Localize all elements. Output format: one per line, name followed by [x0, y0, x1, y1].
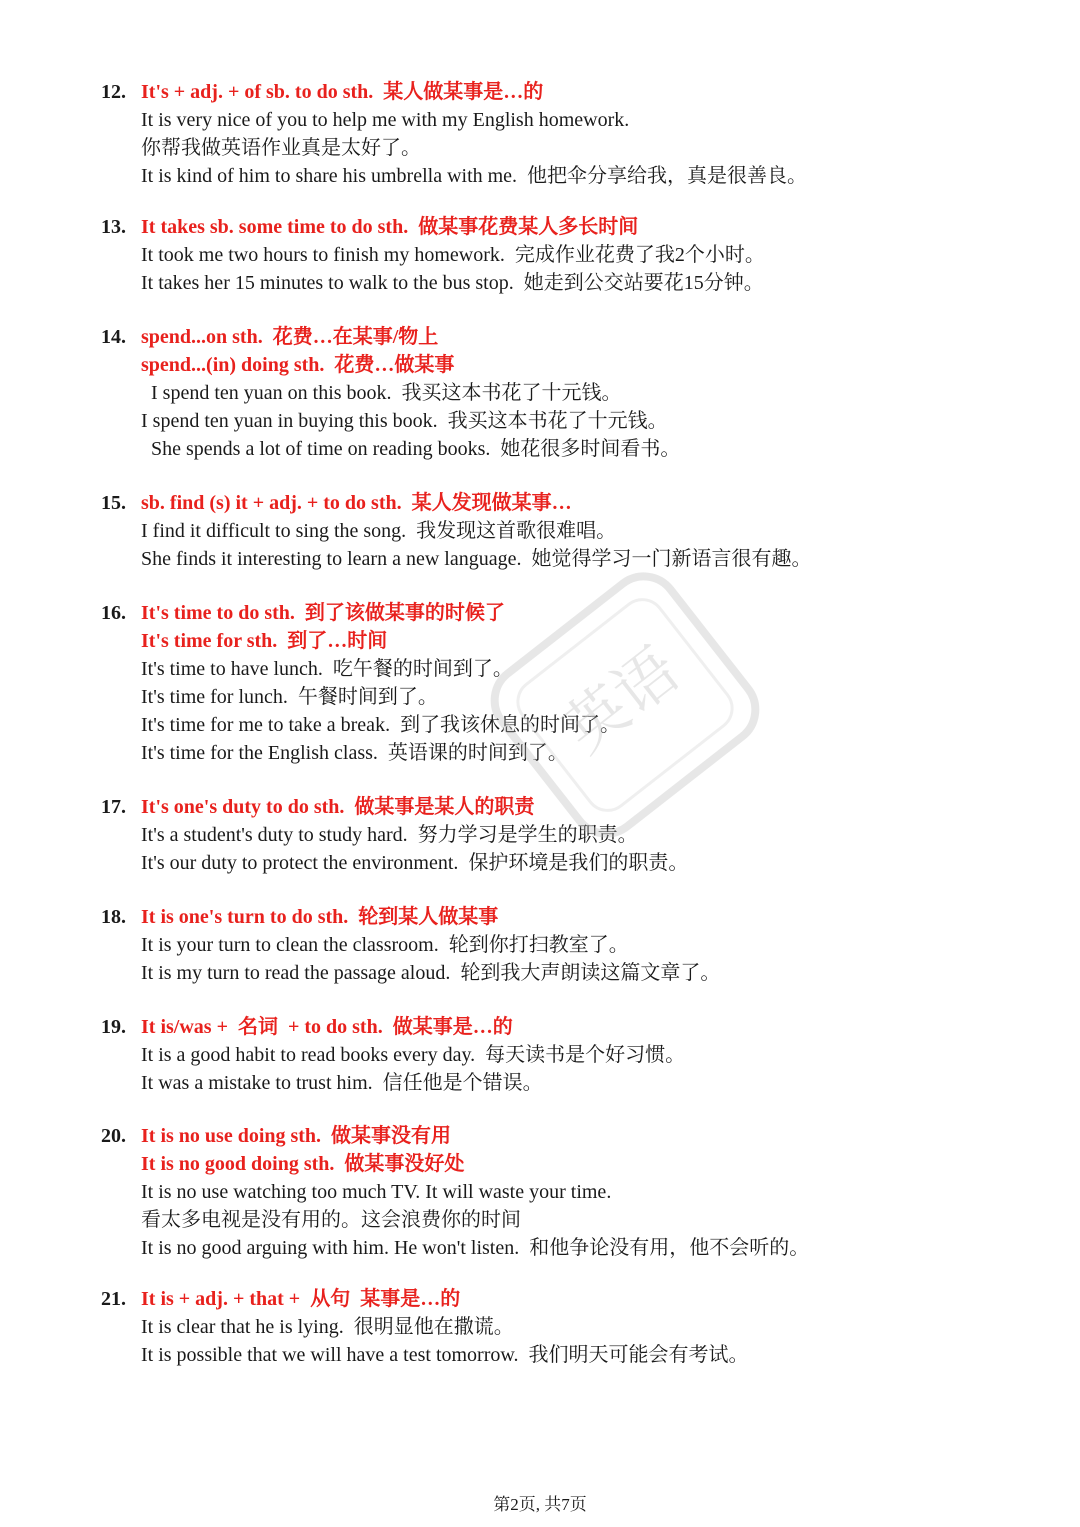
- item-number: 21.: [101, 1288, 126, 1310]
- item-number: 19.: [101, 1016, 126, 1038]
- pattern-rule: It's + adj. + of sb. to do sth. 某人做某事是…的: [141, 81, 544, 103]
- pattern-rule: It is one's turn to do sth. 轮到某人做某事: [141, 906, 499, 928]
- example-sentence: It took me two hours to finish my homework. 完成作业花费了我2个小时。: [141, 244, 765, 266]
- item-number: 13.: [101, 216, 126, 238]
- example-sentence: It is kind of him to share his umbrella with me. 他把伞分享给我，真是很善良。: [141, 165, 808, 187]
- pattern-rule: It takes sb. some time to do sth. 做某事花费某人多长时间: [141, 216, 639, 238]
- item-number: 17.: [101, 796, 126, 818]
- watermark-text: 英语: [549, 632, 693, 767]
- example-sentence: 看太多电视是没有用的。这会浪费你的时间: [141, 1209, 521, 1231]
- item-number: 15.: [101, 492, 126, 514]
- pattern-rule: It's one's duty to do sth. 做某事是某人的职责: [141, 796, 535, 818]
- example-sentence: It's time for the English class. 英语课的时间到了。: [141, 742, 568, 764]
- example-sentence: 你帮我做英语作业真是太好了。: [141, 137, 421, 159]
- pattern-rule: spend...on sth. 花费…在某事/物上: [141, 326, 439, 348]
- example-sentence: It is possible that we will have a test tomorrow. 我们明天可能会有考试。: [141, 1344, 749, 1366]
- pattern-rule: spend...(in) doing sth. 花费…做某事: [141, 354, 455, 376]
- example-sentence: It is very nice of you to help me with my English homework.: [141, 109, 630, 131]
- example-sentence: It is no good arguing with him. He won't listen. 和他争论没有用，他不会听的。: [141, 1237, 810, 1259]
- item-number: 18.: [101, 906, 126, 928]
- example-sentence: She finds it interesting to learn a new language. 她觉得学习一门新语言很有趣。: [141, 548, 812, 570]
- example-sentence: It's a student's duty to study hard. 努力学习是学生的职责。: [141, 824, 638, 846]
- pattern-rule: sb. find (s) it + adj. + to do sth. 某人发现做某事…: [141, 492, 572, 514]
- example-sentence: It was a mistake to trust him. 信任他是个错误。: [141, 1072, 543, 1094]
- example-sentence: It's time for me to take a break. 到了我该休息的时间了。: [141, 714, 621, 736]
- example-sentence: It is your turn to clean the classroom. 轮到你打扫教室了。: [141, 934, 629, 956]
- item-number: 14.: [101, 326, 126, 348]
- example-sentence: I spend ten yuan on this book. 我买这本书花了十元钱。: [141, 382, 622, 404]
- example-sentence: I find it difficult to sing the song. 我发现这首歌很难唱。: [141, 520, 617, 542]
- item-number: 20.: [101, 1125, 126, 1147]
- pattern-rule: It is/was + 名词 + to do sth. 做某事是…的: [141, 1016, 513, 1038]
- item-number: 12.: [101, 81, 126, 103]
- example-sentence: It's our duty to protect the environment. 保护环境是我们的职责。: [141, 852, 689, 874]
- example-sentence: It takes her 15 minutes to walk to the bus stop. 她走到公交站要花15分钟。: [141, 272, 764, 294]
- pattern-rule: It is + adj. + that + 从句 某事是…的: [141, 1288, 461, 1310]
- pattern-rule: It is no use doing sth. 做某事没有用: [141, 1125, 452, 1147]
- example-sentence: She spends a lot of time on reading books. 她花很多时间看书。: [141, 438, 681, 460]
- example-sentence: It is clear that he is lying. 很明显他在撒谎。: [141, 1316, 514, 1338]
- pattern-rule: It's time for sth. 到了…时间: [141, 630, 388, 652]
- example-sentence: It is my turn to read the passage aloud. 轮到我大声朗读这篇文章了。: [141, 962, 721, 984]
- example-sentence: It's time to have lunch. 吃午餐的时间到了。: [141, 658, 513, 680]
- example-sentence: It is no use watching too much TV. It will waste your time.: [141, 1181, 612, 1203]
- example-sentence: I spend ten yuan in buying this book. 我买这本书花了十元钱。: [141, 410, 668, 432]
- pattern-rule: It is no good doing sth. 做某事没好处: [141, 1153, 465, 1175]
- item-number: 16.: [101, 602, 126, 624]
- example-sentence: It's time for lunch. 午餐时间到了。: [141, 686, 438, 708]
- example-sentence: It is a good habit to read books every day. 每天读书是个好习惯。: [141, 1044, 686, 1066]
- page-footer: 第2页, 共7页: [493, 1495, 587, 1514]
- pattern-rule: It's time to do sth. 到了该做某事的时候了: [141, 602, 505, 624]
